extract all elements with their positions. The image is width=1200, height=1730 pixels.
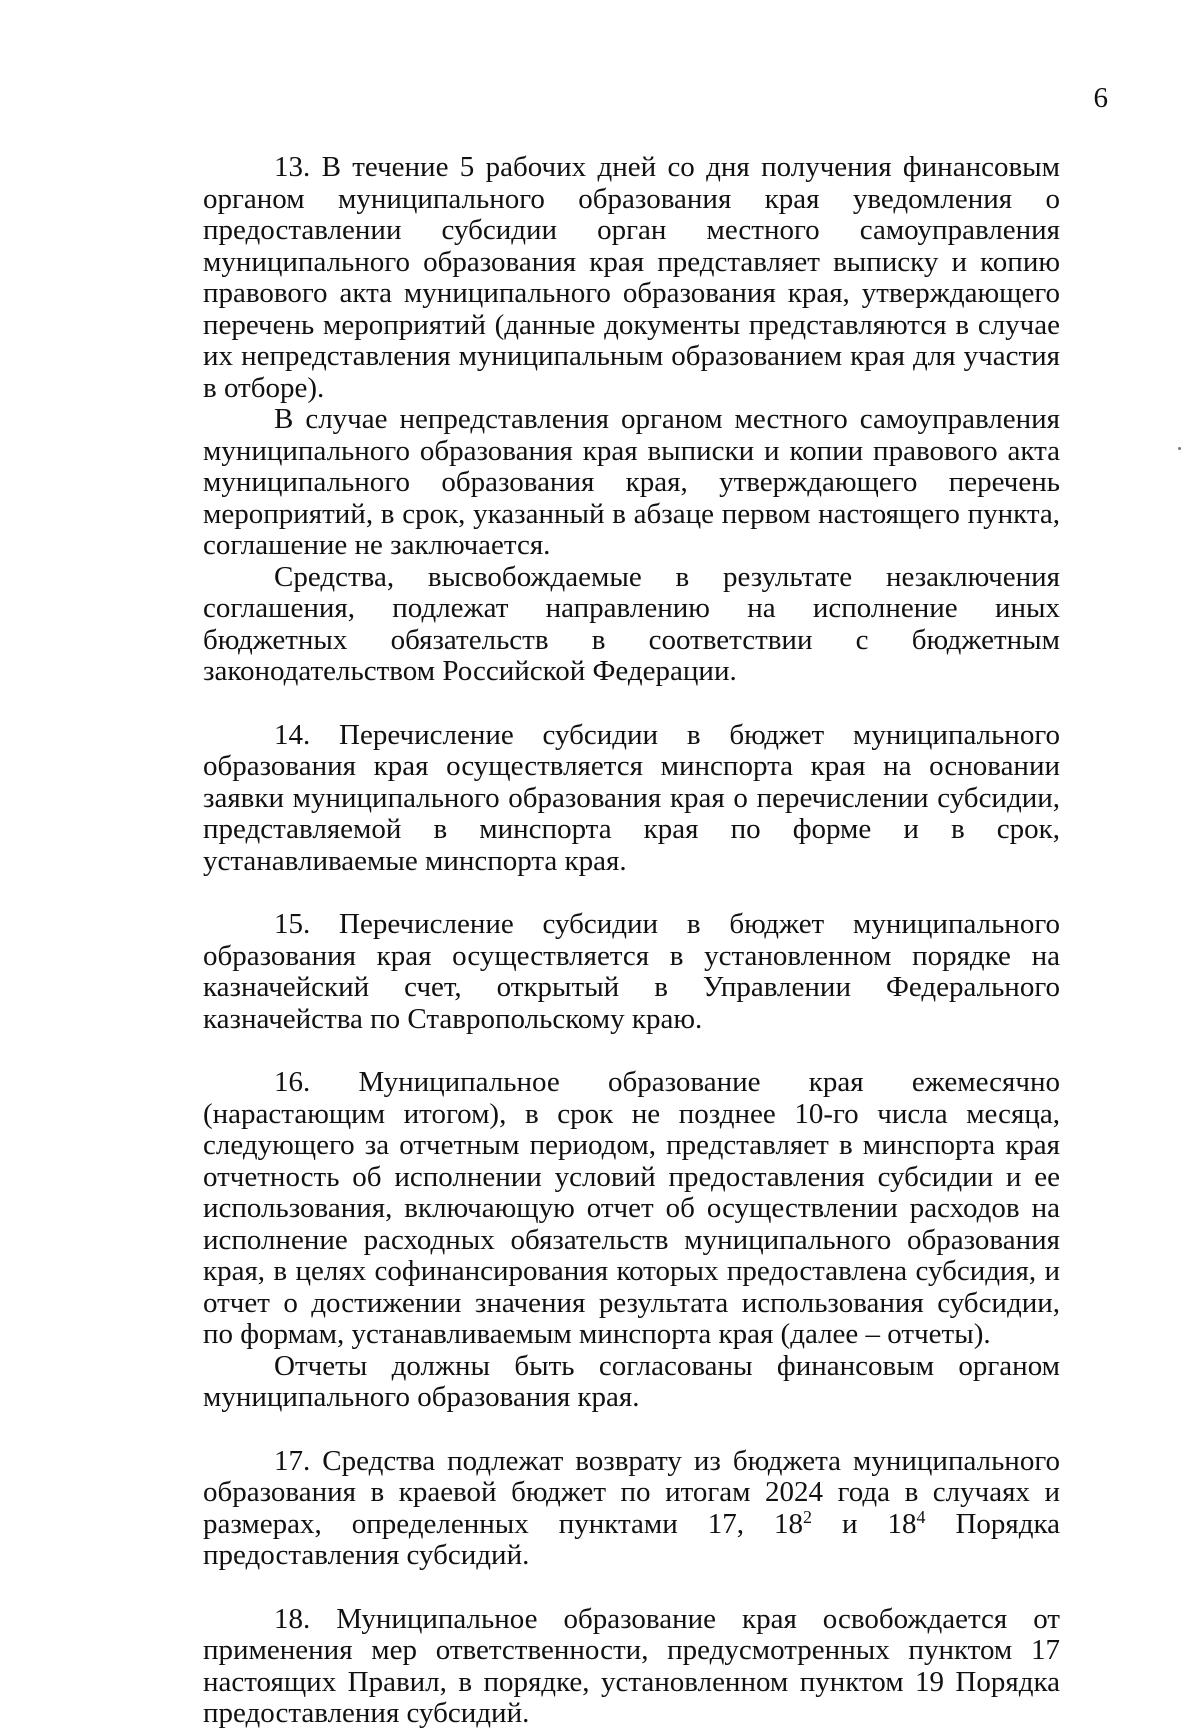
paragraph-17-text-b: и 18 [811,1507,917,1540]
superscript-2: 2 [802,1506,812,1527]
paragraph-16-second: Отчеты должны быть согласованы финансовым органом муниципального образования края. [203,1349,1060,1413]
superscript-4: 4 [916,1506,926,1527]
paragraph-14: 14. Перечисление субсидии в бюджет муниципального образования края осуществляется минспорта края на основании заявки муниципального образования края о перечислении субсидии, представляемой в минспорта края по форме и в срок, устанавливаемые минспорта края. [203,718,1060,877]
paragraph-13-second: В случае непредставления органом местного самоуправления муниципального образования края выписки и копии правового акта муниципального образования края, утверждающего перечень мероприятий, в срок, указанный в абзаце первом настоящего пункта, соглашение не заключается. [203,403,1060,561]
document-body [203,152,1060,1730]
paragraph-17-text-c: Порядка предоставления субсидий. [203,1507,1060,1571]
paragraph-17-text-a: 17. Средства подлежат возврату из бюджета муниципального образования в краевой бюджет по итогам 2024 года в случаях и размерах, определенных пунктами 17, 18 [203,1444,1060,1540]
scan-speck [1178,447,1181,450]
paragraph-16: 16. Муниципальное образование края ежемесячно (нарастающим итогом), в срок не позднее 10-го числа месяца, следующего за отчетным периодом, представляет в минспорта края отчетность об исполнении условий предоставления субсидии и ее использования, включающую отчет об осуществлении расходов на исполнение расходных обязательств муниципального образования края, в целях софинансирования которых предоставлена субсидия, и отчет о достижении значения результата использования субсидии, по формам, устанавливаемым минспорта края (далее – отчеты). [203,1066,1060,1350]
paragraph-13: 13. В течение 5 рабочих дней со дня получения финансовым органом муниципального образования края уведомления о предоставлении субсидии орган местного самоуправления муниципального образования края представляет выписку и копию правового акта муниципального образования края, утверждающего перечень мероприятий (данные документы представляются в случае их непредставления муниципальным образованием края для участия в отборе). [203,151,1060,404]
paragraph-18: 18. Муниципальное образование края освобождается от применения мер ответственности, предусмотренных пунктом 17 настоящих Правил, в порядке, установленном пунктом 19 Порядка предоставления субсидий. [203,1602,1060,1729]
paragraph-15: 15. Перечисление субсидии в бюджет муниципального образования края осуществляется в установленном порядке на казначейский счет, открытый в Управлении Федерального казначейства по Ставропольскому краю. [203,908,1060,1035]
paragraph-17 [203,1446,1060,1572]
page-number: 6 [1093,82,1108,114]
paragraph-13-third: Средства, высвобождаемые в результате незаключения соглашения, подлежат направлению на исполнение иных бюджетных обязательств в соответствии с бюджетным законодательством Российской Федерации. [203,560,1060,687]
